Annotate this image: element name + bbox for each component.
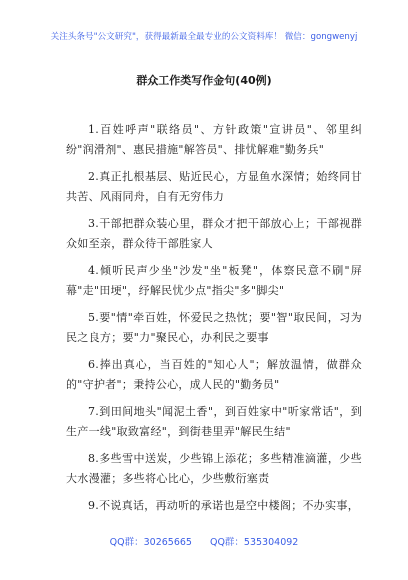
list-item: 7.到田间地头"闻泥土香"，到百姓家中"听家常话"，到生产一线"取致富经"，到街巷里弄"解民生结": [66, 405, 362, 438]
document-title: 群众工作类写作金句(40例): [136, 74, 272, 87]
list-item: 3.干部把群众装心里，群众才把干部放心上；干部视群众如至亲，群众待干部胜家人: [66, 217, 362, 250]
list-item: 2.真正扎根基层、贴近民心，方显鱼水深情；始终同甘共苦、风雨同舟，自有无穷伟力: [66, 170, 362, 203]
footer-contact: [0, 534, 408, 548]
list-item: 6.捧出真心，当百姓的"知心人"；解放温情，做群众的"守护者"；秉持公心，成人民的"勤务员": [66, 358, 362, 391]
footer-qq-group-1: QQ群：30265665: [109, 537, 192, 548]
header-promo-note: 关注头条号"公文研究"，获得最新最全最专业的公文资料库！ 微信：gongwenyj: [50, 32, 358, 42]
footer-qq-group-2: QQ群：535304092: [209, 537, 299, 548]
list-item: 9.不说真话，再动听的承诺也是空中楼阁；不办实事，: [88, 499, 359, 512]
list-item: 4.倾听民声少坐"沙发"坐"板凳"，体察民意不刷"屏幕"走"田埂"，纾解民忧少点"指尖"多"脚尖": [66, 264, 362, 297]
item-list: [66, 120, 362, 523]
list-item: 8.多些雪中送炭，少些锦上添花；多些精准滴灌，少些大水漫灌；多些将心比心，少些敷衍塞责: [66, 452, 362, 485]
list-item: 1.百姓呼声"联络员"、方针政策"宣讲员"、邻里纠纷"润滑剂"、惠民措施"解答员"、排忧解难"勤务兵": [66, 123, 362, 156]
list-item: 5.要"情"牵百姓，怀爱民之热忱；要"智"取民间，习为民之良方；要"力"聚民心，办利民之要事: [66, 311, 362, 344]
